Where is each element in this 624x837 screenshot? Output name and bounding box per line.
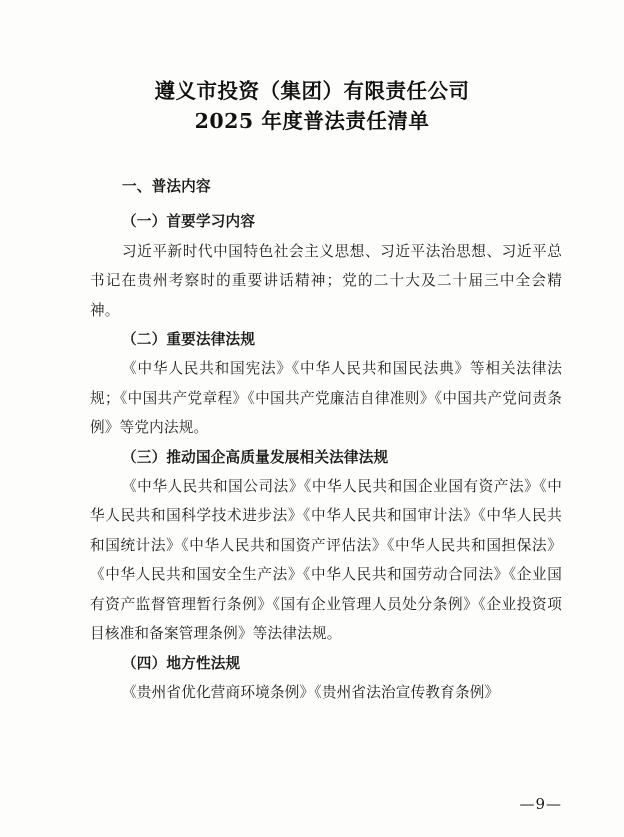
paragraph-soe-laws: 《中华人民共和国公司法》《中华人民共和国企业国有资产法》《中华人民共和国科学技术进步法》《中华人民共和国审计法》《中华人民共和国统计法》《中华人民共和国资产评估法》《中华人民共和国担保法》《中华人民共和国安全生产法》《中华人民共和国劳动合同法》《企业国有资产监督管理暂行条例》《国有企业管理人员处分条例》《企业投资项目核准和备案管理条例》等法律法规。 [90,478,562,643]
paragraph-local-regulations: 《贵州省优化营商环境条例》《贵州省法治宣传教育条例》 [122,683,500,701]
page-number: —9— [519,795,562,813]
paragraph-key-laws: 《中华人民共和国宪法》《中华人民共和国民法典》等相关法律法规；《中国共产党章程》《中国共产党廉洁自律准则》《中国共产党问责条例》等党内法规。 [90,360,562,437]
subsection-heading-key-laws: （二）重要法律法规 [122,331,256,349]
paragraph-primary-study: 习近平新时代中国特色社会主义思想、习近平法治思想、习近平总书记在贵州考察时的重要讲话精神；党的二十大及二十届三中全会精神。 [90,242,562,319]
subsection-heading-local-regulations: （四）地方性法规 [122,654,241,672]
subsection-heading-soe-laws: （三）推动国企高质量发展相关法律法规 [122,448,389,466]
subsection-heading-primary-study: （一）首要学习内容 [122,213,256,231]
title-line-list: 2025 年度普法责任清单 [194,109,430,133]
document-body [90,172,562,707]
title-line-company: 遵义市投资（集团）有限责任公司 [154,79,470,103]
document-title [0,76,624,136]
section-heading-legal-content: 一、普法内容 [122,178,211,195]
